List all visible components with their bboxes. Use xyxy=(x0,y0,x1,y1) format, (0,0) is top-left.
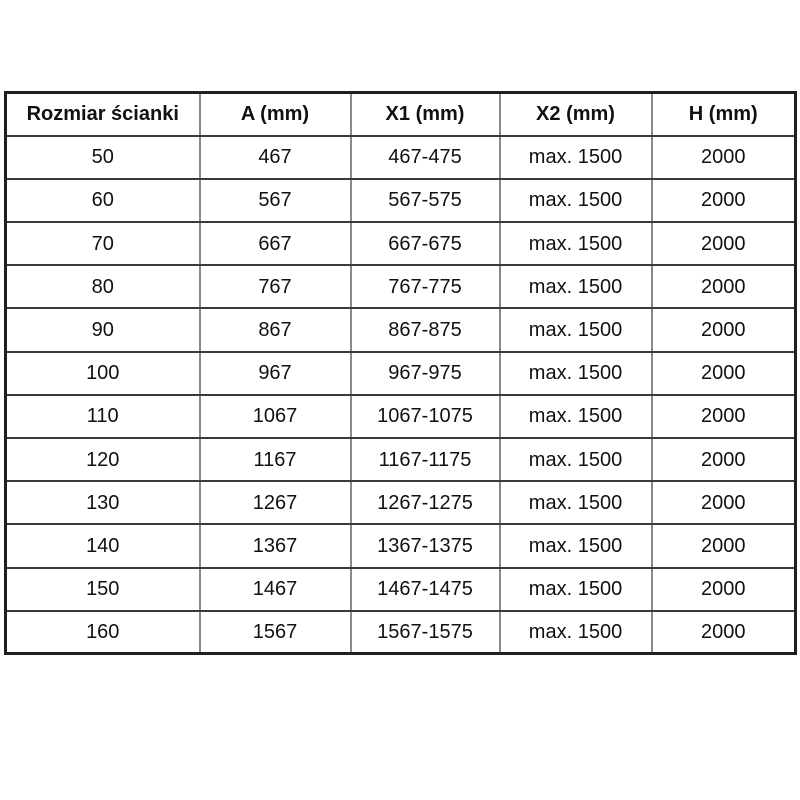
table-row xyxy=(6,438,796,481)
table-cell: 70 xyxy=(6,222,200,265)
table-cell: 2000 xyxy=(652,438,796,481)
table-cell: 2000 xyxy=(652,481,796,524)
table-cell: 867-875 xyxy=(351,308,500,351)
table-cell: 90 xyxy=(6,308,200,351)
table-cell: 967 xyxy=(200,352,351,395)
table-row xyxy=(6,179,796,222)
table-cell: max. 1500 xyxy=(500,481,652,524)
table-cell: 667-675 xyxy=(351,222,500,265)
column-header: X2 (mm) xyxy=(500,93,652,136)
table-row xyxy=(6,611,796,654)
table-cell: 1267 xyxy=(200,481,351,524)
table-cell: max. 1500 xyxy=(500,395,652,438)
table-cell: max. 1500 xyxy=(500,568,652,611)
table-row xyxy=(6,136,796,179)
table-cell: 80 xyxy=(6,265,200,308)
table-cell: 140 xyxy=(6,524,200,567)
table-cell: 120 xyxy=(6,438,200,481)
table-cell: 2000 xyxy=(652,611,796,654)
table-cell: max. 1500 xyxy=(500,308,652,351)
wall-panel-size-spec-table xyxy=(4,91,797,655)
table-row xyxy=(6,524,796,567)
table-cell: 467 xyxy=(200,136,351,179)
table-cell: 567 xyxy=(200,179,351,222)
table-cell: 2000 xyxy=(652,222,796,265)
column-header: Rozmiar ścianki xyxy=(6,93,200,136)
table-cell: 967-975 xyxy=(351,352,500,395)
table-cell: max. 1500 xyxy=(500,265,652,308)
table-cell: max. 1500 xyxy=(500,222,652,265)
table-cell: 867 xyxy=(200,308,351,351)
table-cell: 567-575 xyxy=(351,179,500,222)
table-row xyxy=(6,568,796,611)
table-cell: 1167-1175 xyxy=(351,438,500,481)
table-cell: max. 1500 xyxy=(500,136,652,179)
table-cell: max. 1500 xyxy=(500,352,652,395)
table-cell: 150 xyxy=(6,568,200,611)
table-cell: 2000 xyxy=(652,395,796,438)
table-row xyxy=(6,222,796,265)
table-cell: 1067-1075 xyxy=(351,395,500,438)
table-cell: 50 xyxy=(6,136,200,179)
table-cell: 1467 xyxy=(200,568,351,611)
table-cell: 2000 xyxy=(652,179,796,222)
table-cell: 2000 xyxy=(652,308,796,351)
table-cell: 100 xyxy=(6,352,200,395)
table-cell: 1567-1575 xyxy=(351,611,500,654)
table-cell: 110 xyxy=(6,395,200,438)
table-cell: 1367 xyxy=(200,524,351,567)
table-body xyxy=(6,136,796,654)
table-cell: max. 1500 xyxy=(500,438,652,481)
table-cell: 767-775 xyxy=(351,265,500,308)
table-cell: 2000 xyxy=(652,136,796,179)
table-cell: 1567 xyxy=(200,611,351,654)
table-cell: 2000 xyxy=(652,524,796,567)
table-row xyxy=(6,265,796,308)
table-cell: 160 xyxy=(6,611,200,654)
column-header: A (mm) xyxy=(200,93,351,136)
table-row xyxy=(6,481,796,524)
table-cell: 2000 xyxy=(652,265,796,308)
table-cell: max. 1500 xyxy=(500,611,652,654)
table-cell: 1267-1275 xyxy=(351,481,500,524)
table-row xyxy=(6,395,796,438)
table-cell: 1367-1375 xyxy=(351,524,500,567)
table-cell: 2000 xyxy=(652,352,796,395)
table-cell: 130 xyxy=(6,481,200,524)
table-cell: 667 xyxy=(200,222,351,265)
table-cell: 60 xyxy=(6,179,200,222)
spec-table-container xyxy=(4,91,794,655)
table-cell: 1167 xyxy=(200,438,351,481)
table-cell: 767 xyxy=(200,265,351,308)
table-cell: 2000 xyxy=(652,568,796,611)
table-cell: 467-475 xyxy=(351,136,500,179)
column-header: X1 (mm) xyxy=(351,93,500,136)
table-cell: max. 1500 xyxy=(500,179,652,222)
table-header xyxy=(6,93,796,136)
table-row xyxy=(6,352,796,395)
table-cell: 1067 xyxy=(200,395,351,438)
table-cell: max. 1500 xyxy=(500,524,652,567)
column-header: H (mm) xyxy=(652,93,796,136)
table-cell: 1467-1475 xyxy=(351,568,500,611)
table-header-row xyxy=(6,93,796,136)
table-row xyxy=(6,308,796,351)
